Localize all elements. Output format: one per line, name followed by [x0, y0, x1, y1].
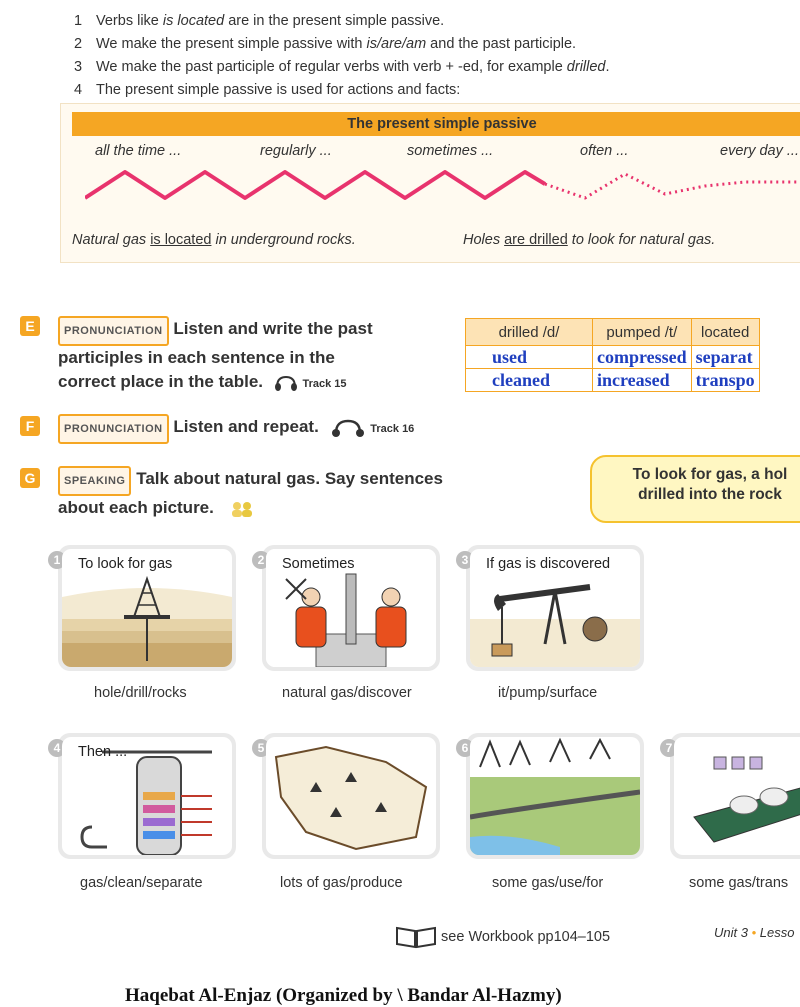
track-16[interactable]: Track 16	[370, 423, 415, 435]
page-credit: Haqebat Al-Enjaz (Organized by \ Bandar Al-Hazmy)	[125, 985, 562, 1006]
picture-5: 5	[262, 733, 440, 859]
pronunciation-table	[465, 318, 760, 392]
pronunciation-tag: PRONUNCIATION	[58, 414, 169, 444]
workbook-reference[interactable]: see Workbook pp104–105	[395, 925, 610, 949]
table-row: cleaned increased transpo	[466, 369, 760, 392]
section-g-instructions: SPEAKING Talk about natural gas. Say sentences about each picture.	[58, 466, 578, 520]
speaking-tag: SPEAKING	[58, 466, 131, 496]
section-g-badge: G	[20, 468, 40, 488]
frequency-sometimes: sometimes ...	[407, 143, 494, 159]
picture-1-caption: hole/drill/rocks	[94, 685, 187, 701]
table-header-t: pumped /t/	[593, 319, 692, 346]
rule-4: 4 The present simple passive is used for actions and facts:	[74, 82, 461, 98]
picture-3: 3 If gas is discovered	[466, 545, 644, 671]
picture-4-caption: gas/clean/separate	[80, 875, 203, 891]
rule-3: 3 We make the past participle of regular verbs with verb + -ed, for example drilled.	[74, 59, 610, 75]
frequency-often: often ...	[580, 143, 629, 159]
pair-work-icon	[229, 501, 255, 517]
pipeline-image	[470, 737, 640, 855]
section-e-header	[20, 316, 40, 336]
pronunciation-tag: PRONUNCIATION	[58, 316, 169, 346]
rule-2: 2 We make the present simple passive with is/are/am and the past participle.	[74, 36, 577, 52]
rule-1: 1 Verbs like is located are in the present simple passive.	[74, 13, 445, 29]
picture-4: 4 Then ...	[58, 733, 236, 859]
picture-5-caption: lots of gas/produce	[280, 875, 403, 891]
gas-field-map-image	[266, 737, 436, 855]
headphones-icon[interactable]	[274, 375, 298, 391]
section-f-badge: F	[20, 416, 40, 436]
speech-bubble: To look for gas, a hol drilled into the rock	[590, 455, 800, 523]
picture-7-caption: some gas/trans	[689, 875, 789, 891]
picture-6-caption: some gas/use/for	[492, 875, 604, 891]
frequency-regularly: regularly ...	[260, 143, 332, 159]
unit-lesson-label: Unit 3 • Lesso	[714, 925, 795, 940]
grammar-banner: The present simple passive	[72, 112, 800, 136]
frequency-every-day: every day ...	[720, 143, 799, 159]
picture-7: 7	[670, 733, 800, 859]
picture-1: 1 To look for gas	[58, 545, 236, 671]
picture-6: 6	[466, 733, 644, 859]
gas-tanker-ship-image	[674, 737, 800, 855]
section-e-badge: E	[20, 316, 40, 336]
example-natural-gas: Natural gas is located in underground rocks.	[72, 232, 356, 248]
section-f	[20, 416, 40, 436]
table-row: used compressed separat	[466, 346, 760, 369]
headphones-icon[interactable]	[330, 419, 366, 437]
table-header-d: drilled /d/	[466, 319, 593, 346]
frequency-zigzag	[85, 160, 800, 205]
picture-2: 2 Sometimes	[262, 545, 440, 671]
section-f-instructions: PRONUNCIATION Listen and repeat. Track 16	[58, 414, 414, 444]
section-g	[20, 468, 40, 488]
book-icon	[395, 925, 437, 949]
table-header-id: located	[691, 319, 759, 346]
track-15[interactable]: Track 15	[302, 378, 347, 390]
picture-3-caption: it/pump/surface	[498, 685, 598, 701]
picture-2-caption: natural gas/discover	[282, 685, 412, 701]
grammar-rules	[74, 10, 794, 102]
example-holes-drilled: Holes are drilled to look for natural gas.	[463, 232, 716, 248]
section-e-instructions: PRONUNCIATION Listen and write the past participles in each sentence in the correct place in the table. Track 15	[58, 316, 458, 396]
frequency-all-the-time: all the time ...	[95, 143, 182, 159]
